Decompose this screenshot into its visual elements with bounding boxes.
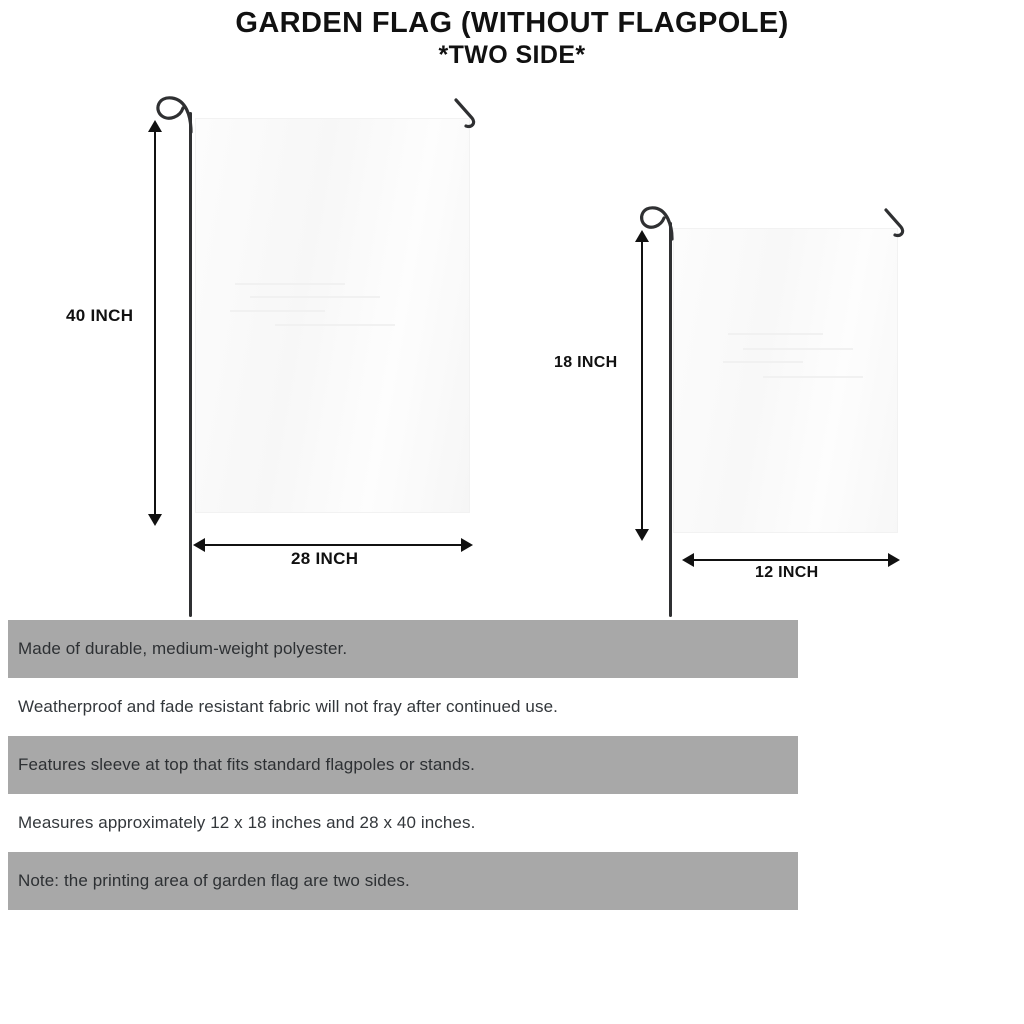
feature-list xyxy=(8,620,798,910)
small-height-label: 18 INCH xyxy=(554,354,618,371)
small-width-label: 12 INCH xyxy=(755,564,819,581)
small-height-arrow-bottom xyxy=(635,529,649,541)
feature-text: Note: the printing area of garden flag are two sides. xyxy=(18,871,410,890)
feature-row xyxy=(8,852,798,910)
small-height-dimension-line xyxy=(641,240,643,533)
small-flag-right-hook-icon xyxy=(882,206,912,240)
small-flag-cloth xyxy=(673,228,898,533)
large-width-label: 28 INCH xyxy=(291,549,359,568)
large-flag-right-hook-icon xyxy=(452,96,484,132)
feature-text: Weatherproof and fade resistant fabric will not fray after continued use. xyxy=(18,697,558,716)
feature-row xyxy=(8,620,798,678)
large-width-arrow-left xyxy=(193,538,205,552)
small-height-arrow-top xyxy=(635,230,649,242)
small-flag-pole xyxy=(669,222,672,617)
large-height-arrow-top xyxy=(148,120,162,132)
title-primary: GARDEN FLAG (WITHOUT FLAGPOLE) xyxy=(235,7,789,39)
large-width-arrow-right xyxy=(461,538,473,552)
small-width-arrow-left xyxy=(682,553,694,567)
small-width-dimension-line xyxy=(692,559,888,561)
large-width-dimension-line xyxy=(203,544,461,546)
title-secondary: *TWO SIDE* xyxy=(438,41,586,69)
feature-text: Made of durable, medium-weight polyester. xyxy=(18,639,348,658)
page-title xyxy=(0,6,1024,70)
large-height-arrow-bottom xyxy=(148,514,162,526)
large-height-label: 40 INCH xyxy=(66,306,134,325)
feature-row xyxy=(8,678,798,736)
feature-text: Measures approximately 12 x 18 inches and 28 x 40 inches. xyxy=(18,813,476,832)
large-flag-cloth xyxy=(195,118,470,513)
feature-row xyxy=(8,736,798,794)
feature-row xyxy=(8,794,798,852)
large-flag-pole xyxy=(189,112,192,617)
feature-text: Features sleeve at top that fits standard flagpoles or stands. xyxy=(18,755,475,774)
large-height-dimension-line xyxy=(154,130,156,518)
small-width-arrow-right xyxy=(888,553,900,567)
